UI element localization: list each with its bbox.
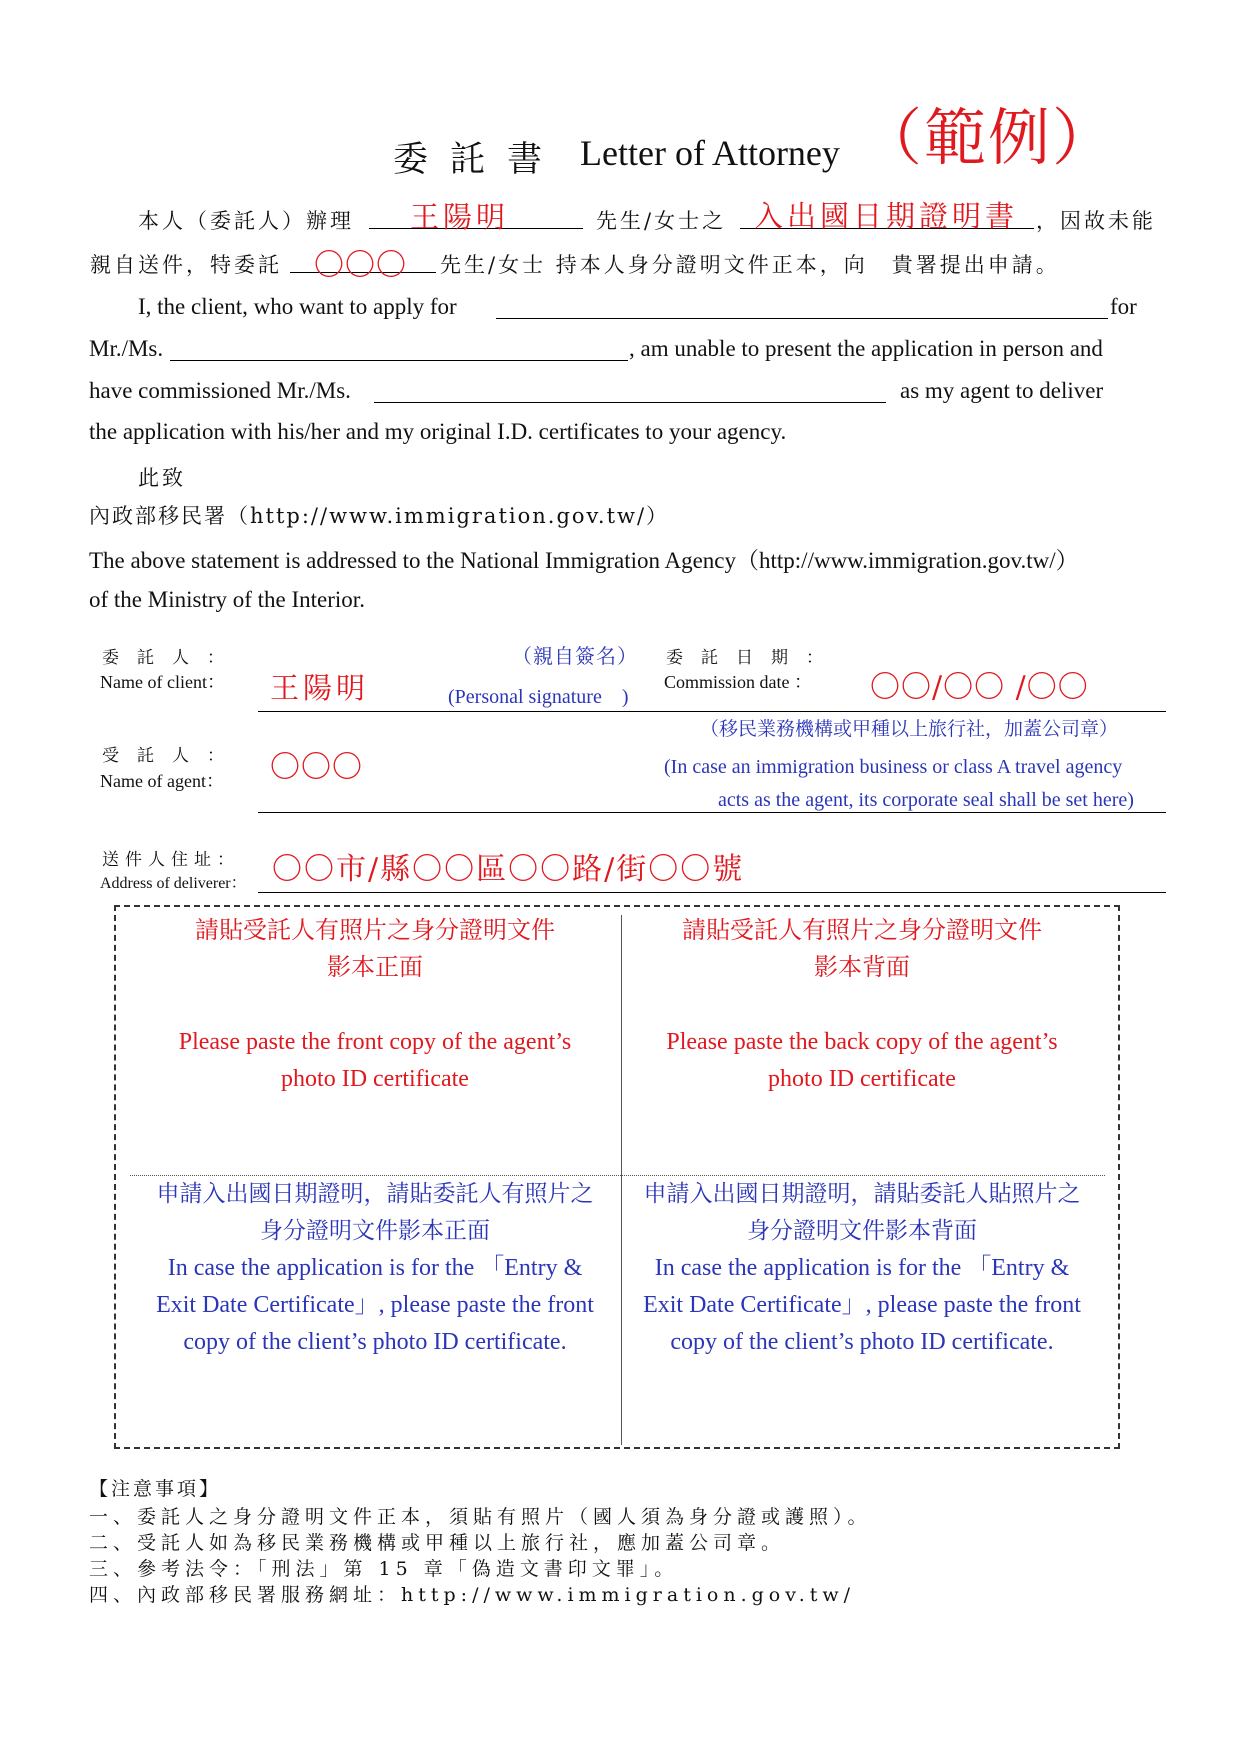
agent-front-zh-1: 請貼受託人有照片之身分證明文件 <box>195 916 555 944</box>
deliverer-address-value[interactable]: 〇〇市/縣〇〇區〇〇路/街〇〇號 <box>272 852 745 887</box>
apply-for-blank[interactable] <box>496 318 1108 319</box>
agent-back-en-2: photo ID certificate <box>768 1066 956 1092</box>
date-label-en: Commission date ： <box>664 672 812 692</box>
statement-zh-line1-mid: 先生/女士之 <box>596 209 727 233</box>
statement-en-line3-prefix: have commissioned Mr./Ms. <box>89 378 351 403</box>
agent-mr-ms-blank[interactable] <box>374 402 886 403</box>
client-front-copy-cell[interactable] <box>140 1176 610 1361</box>
client-front-zh-2: 身分證明文件影本正面 <box>260 1218 490 1244</box>
statement-zh-line2-prefix: 親自送件，特委託 <box>90 253 282 277</box>
note-item-3: 三、參考法令：「刑法」第 15 章「偽造文書印文罪」。 <box>89 1558 679 1580</box>
address-row-divider <box>258 892 1166 893</box>
agent-front-en-1: Please paste the front copy of the agent’s <box>178 1029 572 1055</box>
agent-back-zh-2: 影本背面 <box>814 953 910 981</box>
statement-en-line4: the application with his/her and my original I.D. certificates to your agency. <box>89 419 787 444</box>
seal-note-zh: （移民業務機構或甲種以上旅行社，加蓋公司章） <box>700 718 1119 740</box>
address-label-zh: 送件人住址： <box>102 850 240 870</box>
statement-zh-line2-suffix: 先生/女士 持本人身分證明文件正本，向 貴署提出申請。 <box>440 253 1060 277</box>
agent-name-value[interactable]: 〇〇〇 <box>270 750 363 785</box>
title-en: Letter of Attorney <box>580 133 840 173</box>
statement-en-line2-suffix: , am unable to present the application in person and <box>629 336 1103 361</box>
agent-back-zh-1: 請貼受託人有照片之身分證明文件 <box>682 916 1042 944</box>
client-front-en-2: Exit Date Certificate」, please paste the front <box>156 1292 594 1318</box>
seal-note-en-1: (In case an immigration business or class A travel agency <box>664 756 1123 778</box>
statement-en-line3-suffix: as my agent to deliver <box>900 378 1104 403</box>
client-name-handwritten[interactable]: 王陽明 <box>410 200 510 234</box>
client-mr-ms-blank[interactable] <box>170 360 628 361</box>
title-zh: 委託書 <box>393 140 565 180</box>
salutation-en-line2: of the Ministry of the Interior. <box>89 587 365 612</box>
seal-note-en-2: acts as the agent, its corporate seal shall be set here) <box>718 789 1134 811</box>
salutation-zh-agency: 內政部移民署（http://www.immigration.gov.tw/） <box>89 504 670 528</box>
date-label-zh: 委託日期： <box>666 648 841 668</box>
statement-zh-line1-suffix: ，因故未能 <box>1036 209 1156 233</box>
notes-header: 【注意事項】 <box>89 1478 222 1500</box>
agent-front-en-2: photo ID certificate <box>281 1066 469 1092</box>
statement-zh-line1-prefix: 本人（委託人）辦理 <box>138 209 354 233</box>
statement-en-line1: I, the client, who want to apply for <box>138 294 457 319</box>
salutation-en-line1: The above statement is addressed to the National Immigration Agency（http://www.immigration.gov.tw/） <box>89 548 1079 573</box>
agent-front-copy-cell[interactable] <box>140 912 610 1098</box>
client-label-en: Name of client： <box>100 672 225 692</box>
agent-row-divider <box>258 812 1166 813</box>
agent-front-zh-2: 影本正面 <box>327 953 423 981</box>
title-example-mark: （範例） <box>860 101 1117 174</box>
statement-en-line1-end: for <box>1110 294 1137 319</box>
client-front-en-1: In case the application is for the 「Entry & <box>167 1255 583 1281</box>
client-back-en-1: In case the application is for the 「Entry & <box>654 1255 1070 1281</box>
agent-name-handwritten[interactable]: 〇〇〇 <box>314 248 407 283</box>
client-back-copy-cell[interactable] <box>627 1176 1097 1361</box>
client-back-zh-1: 申請入出國日期證明，請貼委託人貼照片之 <box>643 1181 1081 1207</box>
client-signature-value[interactable]: 王陽明 <box>270 671 370 705</box>
salutation-zh-to: 此致 <box>138 466 186 490</box>
agent-label-en: Name of agent： <box>100 771 224 791</box>
note-item-2: 二、受託人如為移民業務機構或甲種以上旅行社，應加蓋公司章。 <box>89 1532 786 1554</box>
application-item-handwritten[interactable]: 入出國日期證明書 <box>754 199 1019 233</box>
paste-area-vertical-divider <box>621 915 622 1445</box>
client-front-en-3: copy of the client’s photo ID certificate. <box>183 1329 567 1355</box>
client-back-zh-2: 身分證明文件影本背面 <box>747 1218 977 1244</box>
client-label-zh: 委託人： <box>102 648 242 668</box>
client-front-zh-1: 申請入出國日期證明，請貼委託人有照片之 <box>156 1181 594 1207</box>
note-item-1: 一、委託人之身分證明文件正本，須貼有照片（國人須為身分證或護照）。 <box>89 1506 872 1528</box>
client-row-divider <box>258 711 1166 712</box>
agent-back-copy-cell[interactable] <box>627 912 1097 1098</box>
signature-note-zh: （親自簽名） <box>512 644 638 668</box>
client-back-en-2: Exit Date Certificate」, please paste the front <box>643 1292 1081 1318</box>
signature-note-en: (Personal signature ) <box>448 686 629 708</box>
note-item-4[interactable]: 四、內政部移民署服務網址：http://www.immigration.gov.tw/ <box>89 1584 856 1606</box>
client-back-en-3: copy of the client’s photo ID certificate. <box>670 1329 1054 1355</box>
agent-back-en-1: Please paste the back copy of the agent’s <box>666 1029 1058 1055</box>
agent-label-zh: 受託人： <box>102 746 242 766</box>
statement-en-line2-prefix: Mr./Ms. <box>89 336 164 361</box>
address-label-en: Address of deliverer： <box>100 875 247 892</box>
commission-date-value[interactable]: 〇〇/〇〇 /〇〇 <box>870 670 1089 705</box>
